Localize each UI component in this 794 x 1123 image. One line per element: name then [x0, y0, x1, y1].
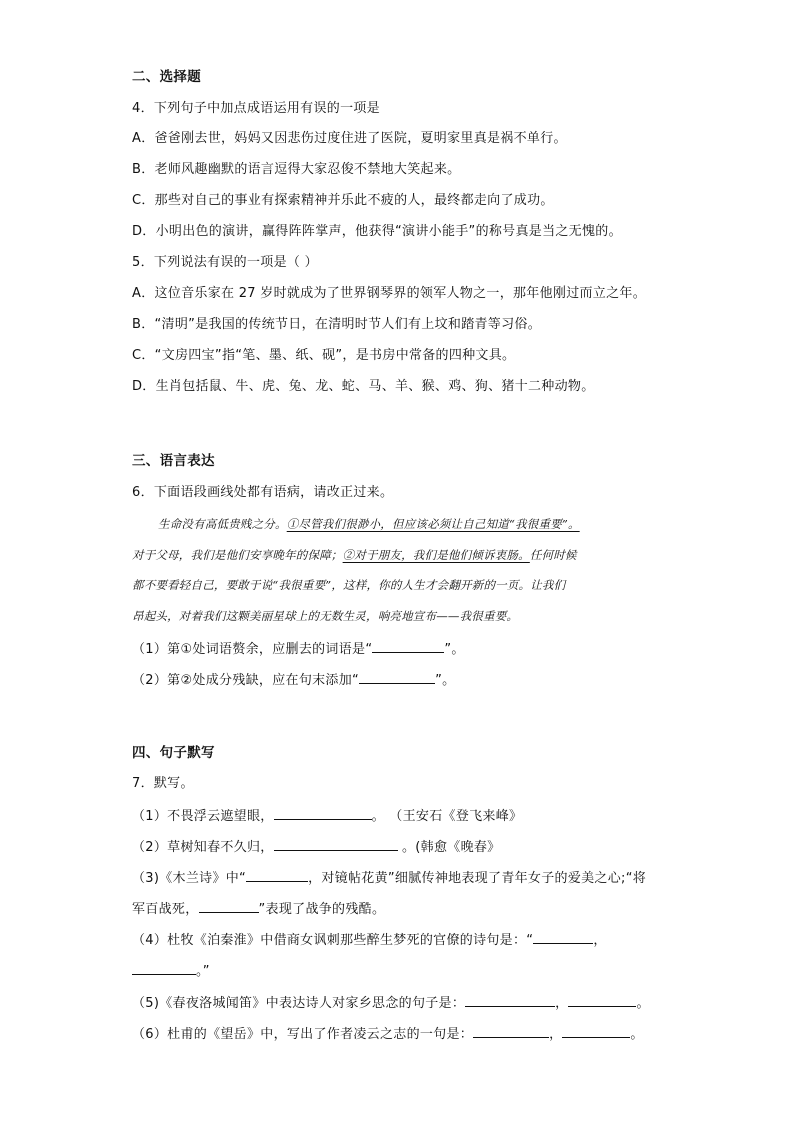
question-4-option-d: D．小明出色的演讲，赢得阵阵掌声，他获得“演讲小能手”的称号真是当之无愧的。: [132, 224, 622, 239]
section-3-title: 三、语言表达: [132, 453, 215, 469]
question-7-line-1: [132, 806, 522, 826]
underlined-error-2: ②对于朋友，我们是他们倾诉衷肠。: [342, 548, 530, 562]
line-3-prompt-b: 军百战死，: [132, 902, 199, 917]
question-6-stem: 6．下面语段画线处都有语病，请改正过来。: [132, 485, 394, 500]
passage-line-2: [132, 547, 577, 563]
question-6-sub-2: [132, 670, 455, 690]
answer-blank[interactable]: [246, 868, 308, 882]
sub-1-end: ”。: [444, 642, 465, 657]
line-5-prompt: （5)《春夜洛城闻笛》中表达诗人对家乡思念的句子是：: [132, 996, 466, 1011]
question-7-line-3-cont: [132, 899, 385, 919]
question-7-line-5: [132, 993, 650, 1013]
answer-blank[interactable]: [372, 639, 444, 653]
sub-1-prompt: （1）第①处词语赘余，应删去的词语是“: [132, 642, 373, 657]
underlined-error-1: ①尽管我们很渺小，但应该必须让自己知道“我很重要”。: [286, 517, 580, 531]
answer-blank[interactable]: [568, 993, 636, 1007]
sub-2-prompt: （2）第②处成分残缺，应在句末添加“: [132, 673, 360, 688]
question-5-option-d: D．生肖包括鼠、牛、虎、兔、龙、蛇、马、羊、猴、鸡、狗、猪十二种动物。: [132, 379, 595, 394]
comma: ，: [593, 933, 607, 948]
question-7-line-6: [132, 1024, 644, 1044]
passage-line-3: 都不要看轻自己，要敢于说“我很重要”，这样，你的人生才会翻开新的一页。让我们: [132, 578, 566, 592]
sub-2-end: ”。: [435, 673, 456, 688]
passage-line-1: [158, 516, 580, 532]
line-4-prompt: （4）杜牧《泊秦淮》中借商女讽刺那些醉生梦死的官僚的诗句是：“: [132, 933, 534, 948]
passage-line-4: 昂起头，对着我们这颗美丽星球上的无数生灵，响亮地宣布——我很重要。: [132, 609, 519, 623]
line-6-prompt: （6）杜甫的《望岳》中，写出了作者凌云之志的一句是：: [132, 1027, 474, 1042]
passage-text: 任何时候: [529, 548, 577, 562]
period: 。: [636, 996, 650, 1011]
answer-blank[interactable]: [274, 806, 372, 820]
answer-blank[interactable]: [465, 993, 555, 1007]
question-4-option-c: C．那些对自己的事业有探索精神并乐此不疲的人，最终都走向了成功。: [132, 193, 554, 208]
question-5-option-c: C．“文房四宝”指“笔、墨、纸、砚”，是书房中常备的四种文具。: [132, 348, 516, 363]
answer-blank[interactable]: [562, 1024, 630, 1038]
answer-blank[interactable]: [274, 837, 398, 851]
line-1-prompt: （1）不畏浮云遮望眼，: [132, 809, 274, 824]
line-3-prompt: （3)《木兰诗》中“: [132, 871, 247, 886]
answer-blank[interactable]: [359, 670, 435, 684]
question-7-line-3: [132, 868, 646, 888]
comma: ，: [555, 996, 569, 1011]
section-4-title: 四、句子默写: [132, 745, 215, 761]
question-4-stem: 4．下列句子中加点成语运用有误的一项是: [132, 101, 380, 116]
answer-blank[interactable]: [533, 930, 593, 944]
line-4-end: 。”: [196, 964, 210, 979]
question-5-option-b: B．“清明”是我国的传统节日，在清明时节人们有上坟和踏青等习俗。: [132, 317, 541, 332]
answer-blank[interactable]: [132, 961, 196, 975]
comma: ，: [549, 1027, 563, 1042]
question-5-option-a: A．这位音乐家在 27 岁时就成为了世界钢琴界的领军人物之一，那年他刚过而立之年。: [132, 286, 646, 301]
line-2-source: 。(韩愈《晚春》: [397, 840, 501, 855]
question-7-stem: 7．默写。: [132, 776, 194, 791]
passage-text: 生命没有高低贵贱之分。: [158, 517, 287, 531]
period: 。: [630, 1027, 644, 1042]
line-2-prompt: （2）草树知春不久归，: [132, 840, 274, 855]
question-7-line-2: [132, 837, 500, 857]
answer-blank[interactable]: [473, 1024, 549, 1038]
question-4-option-b: B．老师风趣幽默的语言逗得大家忍俊不禁地大笑起来。: [132, 162, 461, 177]
line-1-source: 。 （王安石《登飞来峰》: [371, 809, 523, 824]
question-7-line-4: [132, 930, 607, 950]
line-3-end: ”表现了战争的残酷。: [258, 902, 386, 917]
answer-blank[interactable]: [199, 899, 259, 913]
question-4-option-a: A．爸爸刚去世，妈妈又因悲伤过度住进了医院，夏明家里真是祸不单行。: [132, 131, 567, 146]
line-3-text: ，对镜帖花黄”细腻传神地表现了青年女子的爱美之心;“将: [308, 871, 647, 886]
section-2-title: 二、选择题: [132, 69, 201, 85]
question-5-stem: 5．下列说法有误的一项是（ ）: [132, 255, 318, 270]
question-7-line-4-cont: [132, 961, 210, 981]
passage-text: 对于父母，我们是他们安享晚年的保障；: [132, 548, 343, 562]
question-6-sub-1: [132, 639, 465, 659]
